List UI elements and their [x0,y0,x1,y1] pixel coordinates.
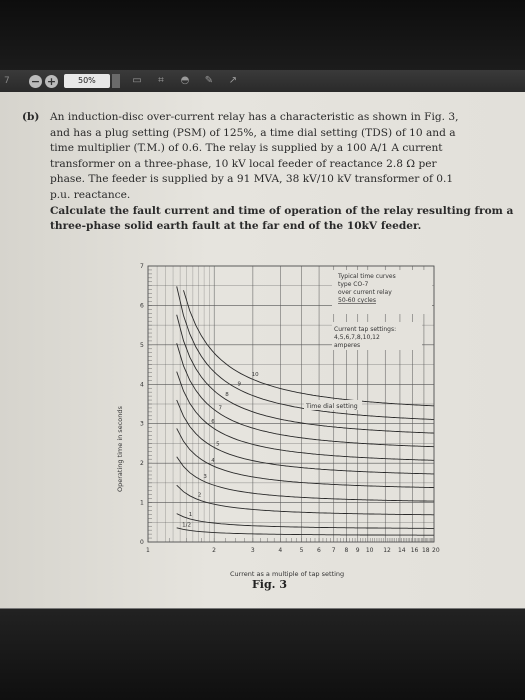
x-tick-label: 6 [317,547,321,554]
x-tick-label: 12 [383,547,391,554]
dial-label: 8 [225,391,229,398]
question-line: time multiplier (T.M.) of 0.6. The relay is supplied by a 100 A/1 A current [50,142,443,155]
y-tick-label: 2 [140,460,144,468]
time-curve [177,485,434,515]
x-tick-label: 18 [421,547,430,554]
x-tick-label: 5 [299,547,304,554]
dial-label: 5 [216,441,220,448]
x-axis-label: Current as a multiple of tap setting [230,570,345,578]
y-tick-label: 4 [140,381,144,389]
question-line: phase. The feeder is supplied by a 91 MVA, 38 kV/10 kV transformer of 0.1 [50,173,454,186]
x-tick-label: 8 [344,547,349,554]
x-tick-label: 1 [146,547,150,554]
tap-line: 4,5,6,7,8,10,12 [334,334,380,341]
question-line: An induction-disc over-current relay has a characteristic as shown in Fig. 3, [50,111,459,123]
dial-label: 1 [188,511,193,518]
x-tick-label: 16 [410,547,419,554]
legend-line: type CO-7 [338,281,369,288]
time-curve [177,457,434,501]
task-line: Calculate the fault current and time of operation of the relay resulting from a [50,204,514,217]
y-tick-label: 3 [140,420,144,428]
question-line: p.u. reactance. [50,188,131,201]
x-tick-label: 9 [355,547,360,554]
dial-label: 2 [197,492,202,499]
x-tick-label: 2 [212,547,217,554]
zoom-out-button[interactable]: − [30,74,41,88]
annotate-icon[interactable]: ↗ [228,75,238,86]
zoom-in-button[interactable]: + [46,74,57,88]
speech-bubble-icon[interactable]: ◓ [180,75,190,86]
x-tick-label: 4 [278,547,283,554]
question-b [22,110,517,235]
question-label: (b) [22,111,40,123]
legend-line: Typical time curves [338,273,396,280]
relay-characteristic-figure [112,252,452,582]
y-tick-label: 7 [140,263,144,270]
x-tick-label: 3 [250,547,255,554]
dial-label: 1/2 [182,522,191,529]
figure-caption: Fig. 3 [252,578,287,591]
y-axis-label: Operating time in seconds [116,406,124,492]
top-bezel [0,0,525,72]
zoom-dropdown-button[interactable] [112,74,120,88]
dial-label: 10 [251,371,259,378]
x-tick-label: 7 [331,547,336,554]
document-page [0,92,525,609]
two-page-icon[interactable]: ▭ [132,75,142,86]
zoom-level-field[interactable]: 50% [64,74,110,88]
dial-label: 7 [218,405,223,412]
dial-label: 6 [211,419,215,426]
y-tick-label: 1 [140,499,144,507]
time-curve [177,428,434,487]
dial-label: 9 [237,381,241,388]
y-tick-label: 0 [140,539,144,546]
bottom-bezel [0,609,525,700]
tap-line: Current tap settings: [334,326,397,333]
x-tick-label: 20 [432,547,440,554]
x-tick-label: 14 [397,547,406,554]
selection-icon[interactable]: ⌗ [158,75,164,86]
x-tick-labels [146,547,440,554]
y-tick-label: 5 [140,341,144,349]
dial-label: 3 [203,474,207,481]
question-text [50,110,517,204]
legend-line: over current relay [338,289,392,296]
page-indicator: 7 [4,76,10,86]
task-line: three-phase solid earth fault at the far end of the 10kV feeder. [50,220,422,233]
y-tick-labels [140,263,144,546]
dial-setting-label: Time dial setting [306,403,358,410]
viewer-toolbar [0,70,525,92]
time-curve [177,511,434,529]
highlight-icon[interactable]: ✎ [204,75,214,86]
legend-line: 50-60 cycles [338,297,376,304]
time-curve [177,400,434,474]
x-tick-label: 10 [365,547,374,554]
y-tick-label: 6 [140,302,144,310]
question-line: transformer on a three-phase, 10 kV local feeder of reactance 2.8 Ω per [50,157,437,170]
dial-label: 4 [211,458,215,465]
question-task [50,204,517,235]
time-curve [177,528,434,535]
tap-line: amperes [334,342,361,349]
question-line: and has a plug setting (PSM) of 125%, a time dial setting (TDS) of 10 and a [50,126,456,139]
